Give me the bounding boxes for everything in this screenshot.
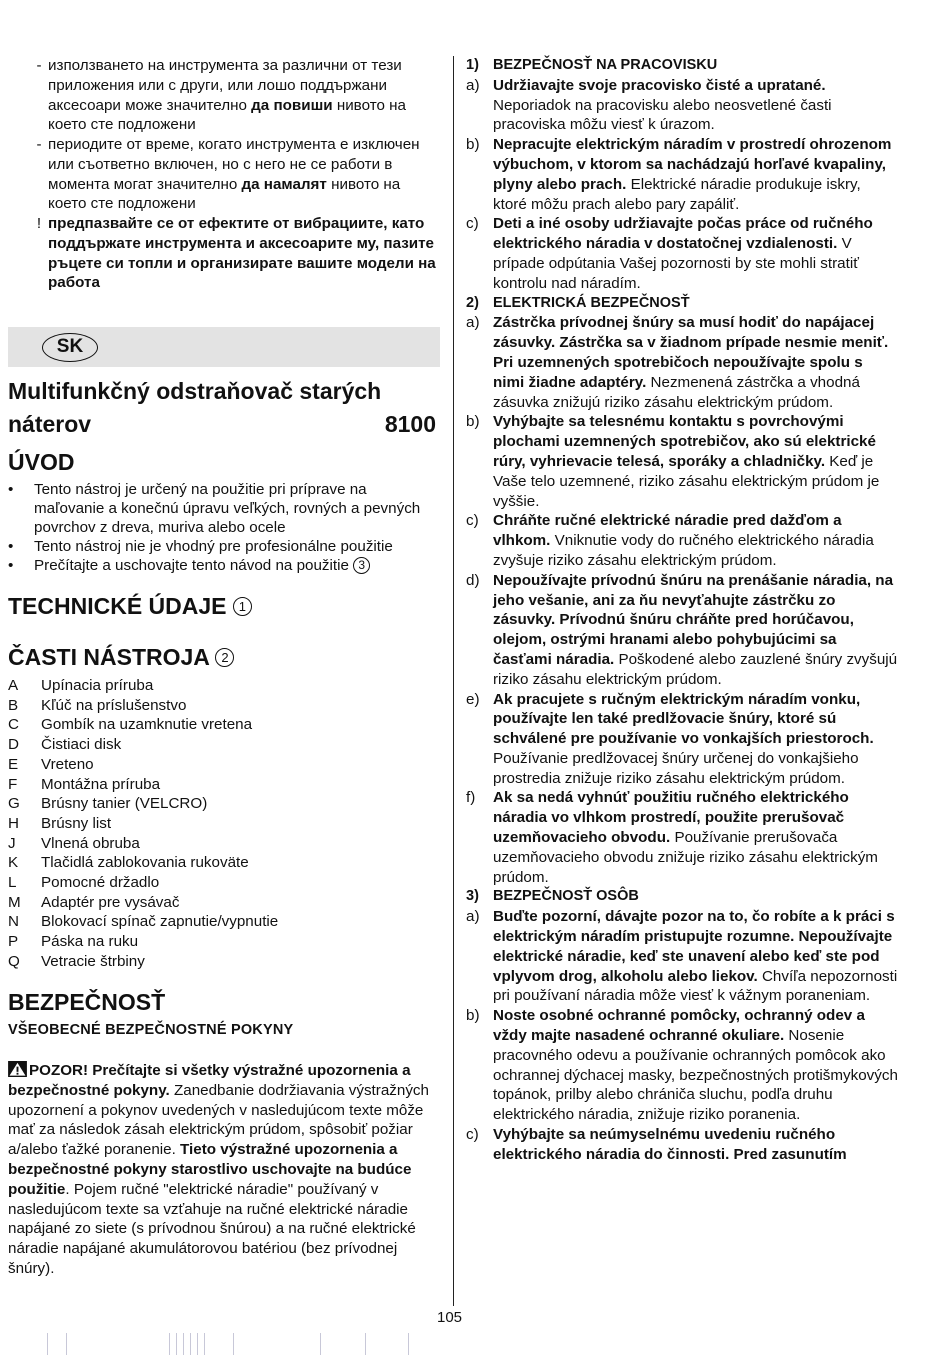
bullet-dot: • <box>8 557 14 574</box>
part-letter: F <box>8 775 18 793</box>
part-name: Pomocné držadlo <box>41 874 160 892</box>
text-run: нивото на което сте подложени <box>48 175 401 213</box>
print-mark <box>176 1333 177 1355</box>
intro-bullets <box>8 480 440 575</box>
section-heading <box>466 56 898 76</box>
list-marker: ! <box>36 215 42 232</box>
item-label: 3) <box>466 888 479 905</box>
part-item <box>8 775 440 795</box>
bullet-dot: • <box>8 481 14 498</box>
heading-technical-data <box>8 591 252 621</box>
bullet-text <box>34 556 370 575</box>
part-name: Čistiaci disk <box>41 736 122 754</box>
instruction-item <box>466 511 898 570</box>
language-bar-sk <box>8 327 440 367</box>
bullet-item <box>8 537 440 556</box>
text-run: Ak sa nedá vyhnúť použitiu ručného elektrického náradia vo vlhkom prostredí, použite prerušovač uzemňovacieho obvodu. <box>493 789 849 847</box>
item-text <box>493 313 898 412</box>
print-marks <box>47 1333 409 1355</box>
part-letter: Q <box>8 952 20 970</box>
text-run: да повиши <box>251 96 333 114</box>
part-letter: L <box>8 874 17 892</box>
safety-instructions-list <box>466 56 898 1165</box>
part-name: Brúsny tanier (VELCRO) <box>41 795 208 813</box>
text-run: Zanedbanie dodržiavania výstražných upozornení a pokynov uvedených v nasledujúcom texte môže mať za následok zásah elektrickým prúdom, spôsobiť požiar a/alebo ťažké poranenie. <box>8 1081 429 1159</box>
list-marker: - <box>36 136 42 153</box>
part-item <box>8 853 440 873</box>
product-title-word: náterov <box>8 411 92 437</box>
item-label: b) <box>466 1007 480 1025</box>
part-item <box>8 794 440 814</box>
part-letter: D <box>8 736 19 754</box>
text-run: Chvíľa nepozornosti pri používaní náradia môže viesť k vážnym poraneniam. <box>493 967 898 1005</box>
print-mark <box>190 1333 191 1355</box>
part-letter: H <box>8 814 19 832</box>
print-mark <box>204 1333 205 1355</box>
item-label: b) <box>466 413 480 431</box>
item-text <box>493 76 898 135</box>
part-letter: K <box>8 854 19 872</box>
print-mark <box>47 1333 48 1355</box>
item-label: b) <box>466 136 480 154</box>
text-run: Tieto výstražné upozornenia a bezpečnostné pokyny starostlivo uschovajte na budúce použitie <box>8 1141 412 1198</box>
page-number: 105 <box>437 1309 463 1326</box>
item-text <box>493 1125 898 1165</box>
figure-ref-badge: 1 <box>233 597 252 616</box>
part-item <box>8 912 440 932</box>
instruction-item <box>466 1006 898 1125</box>
bullet-text-run: Tento nástroj je určený na použitie pri príprave na maľovanie a konečnú úpravu veľkých, rovných a pevných povrchov z dreva, muriva alebo ocele <box>34 481 421 536</box>
print-mark <box>408 1333 409 1355</box>
item-label: c) <box>466 1126 479 1144</box>
part-letter: G <box>8 795 20 813</box>
part-letter: M <box>8 893 21 911</box>
part-item <box>8 735 440 755</box>
text-run: ELEKTRICKÁ BEZPEČNOSŤ <box>493 294 690 311</box>
text-run: V prípade odpútania Vašej pozornosti by ste mohli stratiť kontrolu nad náradím. <box>493 235 859 292</box>
item-label: c) <box>466 215 479 233</box>
text-run: Vyhýbajte sa neúmyselnému uvedeniu ručného elektrického náradia do činnosti. Pred zasunutím <box>493 1126 847 1163</box>
part-name: Vreteno <box>41 755 94 773</box>
part-item <box>8 755 440 775</box>
text-run: POZOR! Prečítajte si všetky výstražné upozornenia a bezpečnostné pokyny. <box>8 1062 411 1099</box>
text-run: Keď je Vaše telo uzemnené, riziko zásahu elektrickým prúdom je vyššie. <box>493 452 880 510</box>
item-text <box>493 690 898 789</box>
text-run: . Pojem ručné "elektrické náradie" používaný v nasledujúcom texte sa vzťahuje na ručné elektrické náradie napájané zo siete (s prívodnou šnúrou) a na ručné elektrické náradie napájané akumulátorovou batériou (bez prívodnej šnúry). <box>8 1180 416 1277</box>
warning-triangle-icon <box>8 1061 27 1077</box>
instruction-item <box>466 313 898 412</box>
instruction-item <box>466 788 898 887</box>
print-mark <box>66 1333 67 1355</box>
instruction-item <box>466 76 898 135</box>
product-title-line2 <box>8 409 440 439</box>
part-letter: B <box>8 696 19 714</box>
item-text <box>493 788 898 887</box>
heading-tool-parts-label: ČASTI NÁSTROJA <box>8 644 210 670</box>
part-name: Kľúč na príslušenstvo <box>41 696 187 714</box>
text-run: Používanie predlžovacej šnúry určenej do vonkajšieho prostredia znižuje riziko zásahu elektrickým prúdom. <box>493 749 859 787</box>
part-letter: N <box>8 913 19 931</box>
text-run: Deti a iné osoby udržiavajte počas práce od ručného elektrického náradia v dostatočnej vzdialenosti. <box>493 215 873 253</box>
instruction-item <box>466 1125 898 1165</box>
list-item <box>30 214 440 293</box>
part-name: Gombík na uzamknutie vretena <box>41 716 253 734</box>
figure-ref-badge: 2 <box>215 648 234 667</box>
instruction-item <box>466 690 898 789</box>
item-label: 2) <box>466 294 479 311</box>
part-name: Adaptér pre vysávač <box>41 893 180 911</box>
part-item <box>8 834 440 854</box>
heading-tool-parts <box>8 642 234 672</box>
text-run: Udržiavajte svoje pracovisko čisté a upratané. <box>493 76 826 94</box>
text-run: Používanie prerušovača uzemňovacieho obvodu znižuje riziko zásahu elektrickým prúdom. <box>493 829 878 886</box>
item-label: c) <box>466 512 479 530</box>
text-run: Nosenie pracovného odevu a používanie ochranných pomôcok ako ochrannej dýchacej masky, bezpečnostných protišmykových topánok, prilby alebo chrániča sluchu, podľa druhu elektrického náradia, znižuje riziko poranenia. <box>493 1027 898 1124</box>
warning-text <box>8 1062 429 1277</box>
text-run: Vniknutie vody do ručného elektrického náradia zvyšuje riziko zásahu elektrickým prúdom. <box>493 532 874 569</box>
parts-list <box>8 676 440 972</box>
part-name: Montážna príruba <box>41 775 161 793</box>
print-mark <box>320 1333 321 1355</box>
item-label: f) <box>466 789 476 807</box>
instruction-item <box>466 135 898 214</box>
general-safety-subheading: VŠEOBECNÉ BEZPEČNOSTNÉ POKYNY <box>8 1022 294 1038</box>
general-safety-warning <box>8 1061 440 1279</box>
list-item-text <box>48 214 440 293</box>
part-letter: C <box>8 716 19 734</box>
text-run: предпазвайте се от ефектите от вибрациите, като поддържате инструмента и аксесоарите му, пазите ръцете си топли и организирате вашите модели на работа <box>48 215 436 292</box>
item-text <box>493 214 898 293</box>
item-label: a) <box>466 76 480 94</box>
part-name: Upínacia príruba <box>41 677 154 694</box>
heading-technical-data-label: TECHNICKÉ ÚDAJE <box>8 593 227 619</box>
text-run: Ak pracujete s ručným elektrickým náradím vonku, používajte len také predlžovacie šnúry, ktoré sú schválené pre používanie vo vonkajších priestoroch. <box>493 690 874 748</box>
print-mark <box>197 1333 198 1355</box>
part-item <box>8 814 440 834</box>
part-letter: A <box>8 677 19 694</box>
print-mark <box>183 1333 184 1355</box>
item-label: d) <box>466 571 480 589</box>
bullet-item <box>8 556 440 575</box>
list-item-text <box>48 56 440 135</box>
item-text <box>493 56 898 76</box>
item-label: 1) <box>466 57 479 73</box>
part-letter: E <box>8 755 19 773</box>
list-marker: - <box>36 57 42 74</box>
item-label: a) <box>466 314 480 332</box>
text-run: Neporiadok na pracovisku alebo neosvetlené časti pracoviska môžu viesť k úrazom. <box>493 96 832 134</box>
text-run: Nezmenená zástrčka a vhodná zásuvka znižujú riziko zásahu elektrickým prúdom. <box>493 373 860 411</box>
text-run: BEZPEČNOSŤ NA PRACOVISKU <box>493 57 718 73</box>
text-run: периодите от време, когато инструмента е изключен или съответно включен, но с него не се работи в момента могат значително <box>48 136 420 193</box>
print-mark <box>169 1333 170 1355</box>
language-badge: SK <box>42 333 98 362</box>
part-letter: J <box>8 834 16 852</box>
list-item <box>30 56 440 135</box>
product-model-number: 8100 <box>384 411 436 437</box>
section-heading <box>466 887 898 907</box>
item-label: e) <box>466 690 480 708</box>
instruction-item <box>466 907 898 1006</box>
part-item <box>8 676 440 696</box>
item-text <box>493 571 898 690</box>
heading-safety: BEZPEČNOSŤ <box>8 989 166 1015</box>
part-name: Páska na ruku <box>41 933 139 951</box>
item-text <box>493 887 898 907</box>
print-mark <box>233 1333 234 1355</box>
text-run: Nepracujte elektrickým náradím v prostredí ohrozenom výbuchom, v ktorom sa nachádzajú horľavé kvapaliny, plyny alebo prach. <box>493 136 892 193</box>
text-run: Poškodené alebo zauzlené šnúry zvyšujú riziko zásahu elektrickým prúdom. <box>493 650 898 688</box>
part-item <box>8 932 440 952</box>
part-name: Vetracie štrbiny <box>41 952 145 970</box>
bullet-text-run: Tento nástroj nie je vhodný pre profesionálne použitie <box>34 538 393 555</box>
bullet-dot: • <box>8 538 14 555</box>
part-name: Blokovací spínač zapnutie/vypnutie <box>41 913 279 931</box>
item-text <box>493 135 898 214</box>
bullet-text-run: Prečítajte a uschovajte tento návod na použitie <box>34 557 349 574</box>
part-item <box>8 715 440 735</box>
text-run: Vyhýbajte sa telesnému kontaktu s povrchovými plochami uzemnených spotrebičov, ako sú elektrické rúry, vyhrievacie telesá, sporáky a chladničky. <box>493 413 876 470</box>
text-run: Chráňte ručné elektrické náradie pred dažďom a vlhkom. <box>493 512 842 550</box>
text-run: използването на инструмента за различни от тези приложения или с други, или лошо поддържани аксесоари може значително <box>48 57 402 114</box>
item-text <box>493 294 898 314</box>
instruction-item <box>466 571 898 690</box>
instruction-item <box>466 412 898 511</box>
bullet-text <box>34 480 440 537</box>
part-letter: P <box>8 933 19 951</box>
text-run: Buďte pozorní, dávajte pozor na to, čo robíte a k práci s elektrickým náradím pristupujte rozumne. Nepoužívajte elektrické náradie, keď ste unavení alebo keď ste pod vplyvom drog, alkoholu alebo liekov. <box>493 908 895 985</box>
product-title-line1: Multifunkčný odstraňovač starých <box>8 378 382 404</box>
item-text <box>493 511 898 570</box>
text-run: Nepoužívajte prívodnú šnúru na prenášanie náradia, na jeho vešanie, ani za ňu nevyťahujte zástrčku zo zásuvky. Prívodnú šnúru chráňte pred horúčavou, olejom, ostrými hranami alebo pohybujúcimi sa časťami náradia. <box>493 571 894 668</box>
part-item <box>8 696 440 716</box>
item-text <box>493 907 898 1006</box>
part-name: Brúsny list <box>41 814 112 832</box>
part-item <box>8 873 440 893</box>
text-run: да намалят <box>241 175 327 193</box>
part-name: Vlnená obruba <box>41 834 140 852</box>
text-run: Elektrické náradie produkuje iskry, ktoré môžu prach alebo pary zapáliť. <box>493 175 861 213</box>
heading-uvod: ÚVOD <box>8 449 75 475</box>
list-item-text <box>48 135 440 214</box>
instruction-item <box>466 214 898 293</box>
part-item <box>8 952 440 972</box>
text-run: BEZPEČNOSŤ OSÔB <box>493 888 639 905</box>
text-run: Zástrčka prívodnej šnúry sa musí hodiť do napájacej zásuvky. Zástrčka sa v žiadnom prípade nesmie meniť. Pri uzemnených spotrebičoch nepoužívajte spolu s nimi žiadne adaptéry. <box>493 314 889 391</box>
part-item <box>8 893 440 913</box>
item-text <box>493 412 898 511</box>
bullet-item <box>8 480 440 537</box>
text-run: нивото на което сте подложени <box>48 96 406 134</box>
column-divider <box>453 56 454 1306</box>
section-heading <box>466 294 898 314</box>
list-item <box>30 135 440 214</box>
print-mark <box>365 1333 366 1355</box>
part-name: Tlačidlá zablokovania rukoväte <box>41 854 249 872</box>
bullet-text <box>34 537 393 556</box>
figure-ref-badge: 3 <box>353 557 370 574</box>
item-text <box>493 1006 898 1125</box>
text-run: Noste osobné ochranné pomôcky, ochranný odev a vždy majte nasadené ochranné okuliare. <box>493 1007 865 1045</box>
item-label: a) <box>466 908 480 926</box>
